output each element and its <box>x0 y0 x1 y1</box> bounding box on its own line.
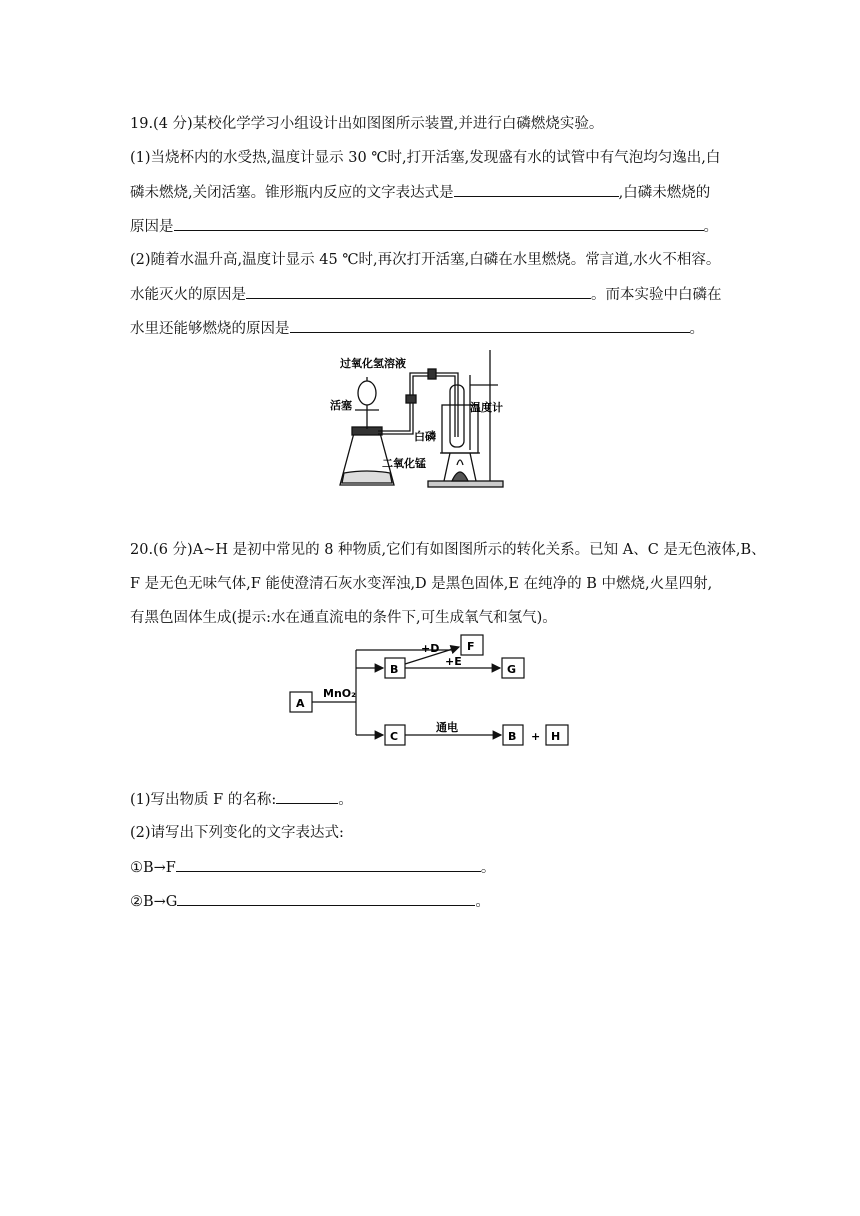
label-mno2: 二氧化锰 <box>382 457 426 470</box>
q19-part1-line3: 原因是 。 <box>130 216 718 237</box>
answer-blank[interactable] <box>290 318 690 333</box>
label-mno2-catalyst: MnO₂ <box>323 687 356 700</box>
answer-blank[interactable] <box>276 789 338 804</box>
q20-sub2: (2)请写出下列变化的文字表达式: <box>130 825 344 841</box>
svg-text:B: B <box>508 730 517 743</box>
answer-blank[interactable] <box>454 182 619 197</box>
answer-blank[interactable] <box>246 284 591 299</box>
label-plus-e: +E <box>445 655 462 668</box>
q20-line3: 有黑色固体生成(提示:水在通直流电的条件下,可生成氧气和氢气)。 <box>130 610 557 626</box>
q19-part2-line1: (2)随着水温升高,温度计显示 45 ℃时,再次打开活塞,白磷在水里燃烧。常言道,水火不相容。 <box>130 252 721 268</box>
label-white-phosphorus: 白磷 <box>414 430 436 443</box>
answer-blank[interactable] <box>174 216 704 231</box>
label-plus: + <box>531 730 541 743</box>
svg-text:C: C <box>390 730 399 743</box>
q19-title: 19.(4 分)某校化学学习小组设计出如图图所示装置,并进行白磷燃烧实验。 <box>130 116 604 132</box>
transformation-diagram <box>288 630 578 755</box>
answer-blank[interactable] <box>177 891 475 906</box>
svg-text:F: F <box>467 640 475 653</box>
answer-blank[interactable] <box>176 857 481 872</box>
q19-part2-line2: 水能灭火的原因是 。而本实验中白磷在 <box>130 284 722 305</box>
label-plus-d: +D <box>421 642 440 655</box>
q20-sub3: ①B→F 。 <box>130 857 495 878</box>
label-electrolysis: 通电 <box>436 721 458 734</box>
q20-line2: F 是无色无味气体,F 能使澄清石灰水变浑浊,D 是黑色固体,E 在纯净的 B 中燃烧,火星四射, <box>130 576 713 592</box>
q19-part1-line1: (1)当烧杯内的水受热,温度计显示 30 ℃时,打开活塞,发现盛有水的试管中有气泡均匀逸出,白 <box>130 150 721 166</box>
q20-line1: 20.(6 分)A~H 是初中常见的 8 种物质,它们有如图图所示的转化关系。已知 A、C 是无色液体,B、 <box>130 542 766 558</box>
q20-sub4: ②B→G 。 <box>130 891 490 912</box>
svg-text:H: H <box>551 730 561 743</box>
label-valve: 活塞 <box>330 399 352 412</box>
label-thermometer: 温度计 <box>470 401 503 414</box>
svg-text:A: A <box>296 697 305 710</box>
q19-part1-line2: 磷未燃烧,关闭活塞。锥形瓶内反应的文字表达式是 ,白磷未燃烧的 <box>130 182 710 203</box>
label-h2o2-solution: 过氧化氢溶液 <box>340 357 406 370</box>
svg-text:G: G <box>507 663 517 676</box>
q19-part2-line3: 水里还能够燃烧的原因是 。 <box>130 318 704 339</box>
apparatus-figure <box>330 345 510 495</box>
q20-sub1: (1)写出物质 F 的名称: 。 <box>130 789 353 810</box>
svg-text:B: B <box>390 663 399 676</box>
